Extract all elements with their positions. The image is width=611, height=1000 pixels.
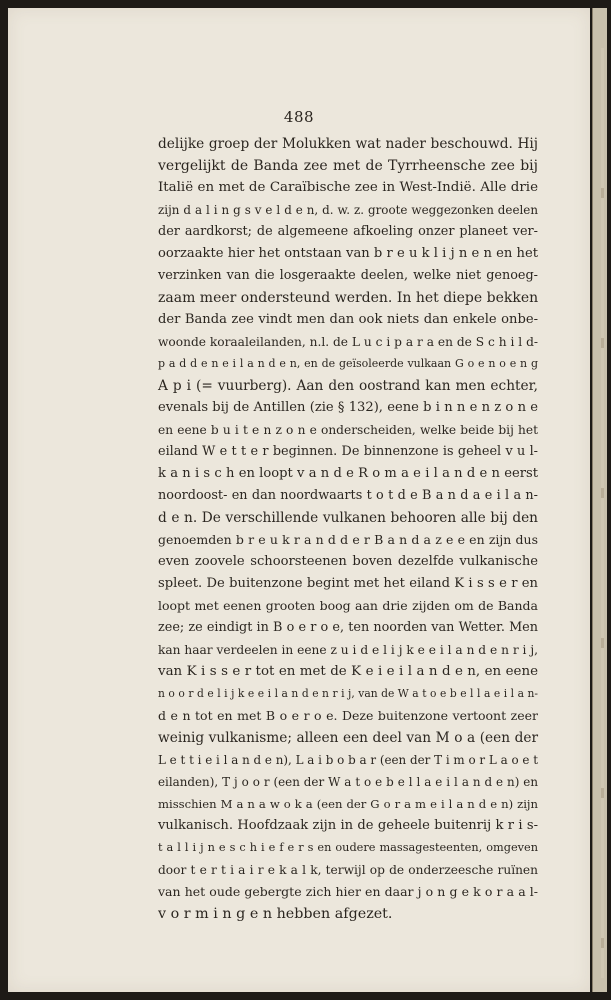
body-text: [158, 133, 538, 925]
text-line: loopt met eenen grooten boog aan drie zijden om de Banda: [158, 598, 538, 613]
text-line: genoemden b r e u k r a n d d e r B a n d a z e e en zijn dus: [158, 532, 538, 547]
book-page: [8, 8, 590, 992]
text-line: vergelijkt de Banda zee met de Tyrrheensche zee bij: [158, 158, 538, 174]
text-line: spleet. De buitenzone begint met het eiland K i s s e r en: [158, 576, 538, 591]
text-line: en eene b u i t e n z o n e onderscheiden, welke beide bij het: [158, 423, 538, 437]
text-line: delijke groep der Molukken wat nader beschouwd. Hij: [158, 136, 538, 152]
text-line: misschien M a n a w o k a (een der G o r a m e i l a n d e n) zijn: [158, 797, 538, 811]
text-line: van K i s s e r tot en met de K e i e i l a n d e n, en eene: [158, 664, 538, 679]
text-line: t a l l i j n e s c h i e f e r s en oudere massagesteenten, omgeven: [158, 841, 538, 854]
text-line: n o o r d e l i j k e e i l a n d e n r i j, van de W a t o e b e l l a e i l a n-: [158, 687, 538, 700]
text-line: evenals bij de Antillen (zie § 132), eene b i n n e n z o n e: [158, 400, 538, 415]
text-line: vulkanisch. Hoofdzaak zijn in de geheele buitenrij k r i s-: [158, 818, 538, 833]
page-edge-shading: [601, 48, 604, 978]
text-line: der Banda zee vindt men dan ook niets dan enkele onbe-: [158, 312, 538, 327]
adjacent-page-edge: [592, 8, 607, 992]
text-line: k a n i s c h en loopt v a n d e R o m a e i l a n d e n eerst: [158, 466, 538, 481]
text-line: weinig vulkanisme; alleen een deel van M o a (een der: [158, 730, 538, 746]
text-line: v o r m i n g e n hebben afgezet.: [158, 906, 393, 922]
text-line: p a d d e n e i l a n d e n, en de geïsoleerde vulkaan G o e n o e n g: [158, 357, 538, 370]
text-line: d e n tot en met B o e r o e. Deze buitenzone vertoont zeer: [158, 708, 538, 723]
text-line: der aardkorst; de algemeene afkoeling onzer planeet ver-: [158, 224, 538, 239]
text-line: verzinken van die losgeraakte deelen, welke niet genoeg-: [158, 268, 538, 283]
text-line: van het oude gebergte zich hier en daar j o n g e k o r a a l-: [158, 884, 538, 899]
text-line: zee; ze eindigt in B o e r o e, ten noorden van Wetter. Men: [158, 620, 538, 635]
text-line: woonde koraaleilanden, n.l. de L u c i p a r a en de S c h i l d-: [158, 335, 538, 349]
text-line: noordoost- en dan noordwaarts t o t d e B a n d a e i l a n-: [158, 488, 538, 503]
text-line: zaam meer ondersteund werden. In het diepe bekken: [158, 290, 539, 306]
text-line: A p i (= vuurberg). Aan den oostrand kan men echter,: [158, 378, 538, 394]
page-number: 488: [283, 108, 315, 126]
text-line: zijn d a l i n g s v e l d e n, d. w. z. groote weggezonken deelen: [158, 203, 538, 217]
text-line: kan haar verdeelen in eene z u i d e l i j k e e i l a n d e n r i j,: [158, 643, 538, 657]
text-line: door t e r t i a i r e k a l k, terwijl op de onderzeesche ruïnen: [158, 863, 538, 877]
text-line: L e t t i e i l a n d e n), L a i b o b a r (een der T i m o r L a o e t: [158, 753, 538, 767]
text-line: Italië en met de Caraïbische zee in West-Indië. Alle drie: [158, 180, 538, 195]
text-line: even zoovele schoorsteenen boven dezelfde vulkanische: [158, 554, 538, 569]
text-line: oorzaakte hier het ontstaan van b r e u k l i j n e n en het: [158, 246, 538, 261]
text-line: eiland W e t t e r beginnen. De binnenzone is geheel v u l-: [158, 444, 538, 459]
text-line: eilanden), T j o o r (een der W a t o e b e l l a e i l a n d e n) en: [158, 775, 538, 789]
text-line: d e n. De verschillende vulkanen behooren alle bij den: [158, 510, 538, 526]
